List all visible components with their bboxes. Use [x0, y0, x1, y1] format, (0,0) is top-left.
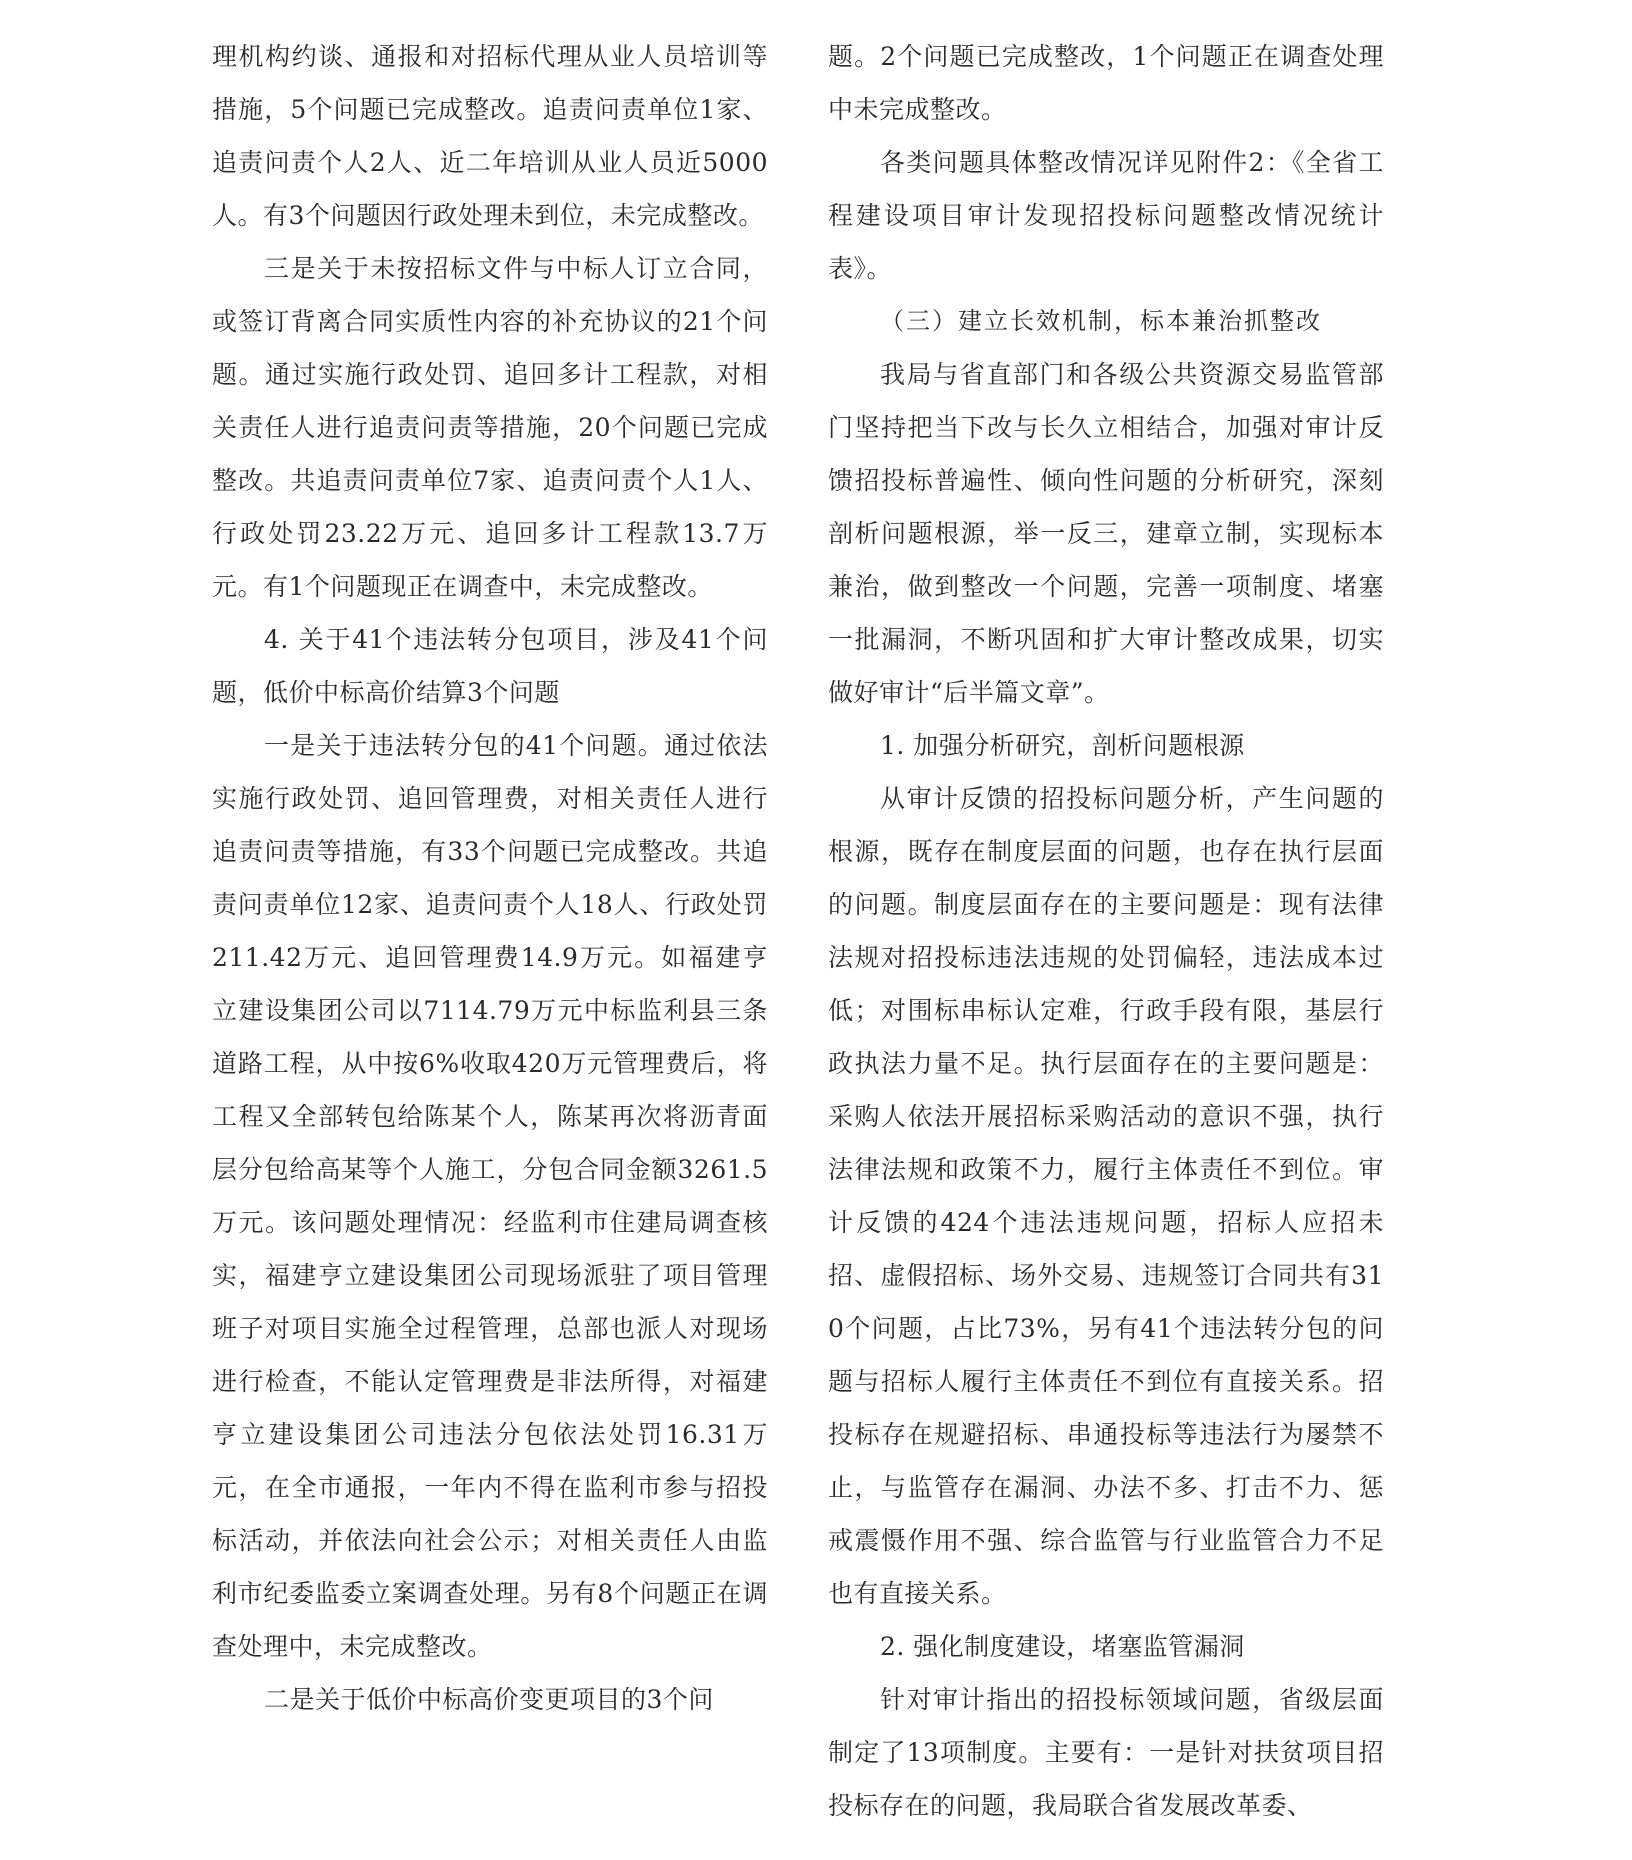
right-paragraph-4: 从审计反馈的招投标问题分析，产生问题的根源，既存在制度层面的问题，也存在执行层面的问题。制度层面存在的主要问题是：现有法律法规对招投标违法违规的处罚偏轻，违法成本过低；对围标串标认定难，行政手段有限，基层行政执法力量不足。执行层面存在的主要问题是：采购人依法开展招标采购活动的意识不强，执行法律法规和政策不力，履行主体责任不到位。审计反馈的424个违法违规问题，招标人应招未招、虚假招标、场外交易、违规签订合同共有310个问题，占比73%，另有41个违法转分包的问题与招标人履行主体责任不到位有直接关系。招投标存在规避招标、串通投标等违法行为屡禁不止，与监管存在漏洞、办法不多、打击不力、惩戒震慑作用不强、综合监管与行业监管合力不足也有直接关系。	[828, 784, 1384, 1608]
subheading-1: 1. 加强分析研究，剖析问题根源	[880, 731, 1245, 760]
left-column	[212, 30, 768, 1726]
section-heading-3: （三）建立长效机制，标本兼治抓整改	[880, 307, 1322, 335]
left-section-heading-4: 4. 关于41个违法转分包项目，涉及41个问题，低价中标高价结算3个问题	[212, 625, 768, 707]
right-paragraph-3: 我局与省直部门和各级公共资源交易监管部门坚持把当下改与长久立相结合，加强对审计反馈招投标普遍性、倾向性问题的分析研究，深刻剖析问题根源，举一反三，建章立制，实现标本兼治，做到整改一个问题，完善一项制度、堵塞一批漏洞，不断巩固和扩大审计整改成果，切实做好审计“后半篇文章”。	[828, 360, 1384, 707]
subheading-2: 2. 强化制度建设，堵塞监管漏洞	[880, 1632, 1245, 1661]
right-paragraph-5: 针对审计指出的招投标领域问题，省级层面制定了13项制度。主要有：一是针对扶贫项目招投标存在的问题，我局联合省发展改革委、	[828, 1685, 1384, 1820]
left-paragraph-4: 二是关于低价中标高价变更项目的3个问	[264, 1685, 714, 1714]
right-column	[828, 30, 1384, 1832]
left-paragraph-2: 三是关于未按招标文件与中标人订立合同，或签订背离合同实质性内容的补充协议的21个问题。通过实施行政处罚、追回多计工程款，对相关责任人进行追责问责等措施，20个问题已完成整改。共追责问责单位7家、追责问责个人1人、行政处罚23.22万元、追回多计工程款13.7万元。有1个问题现正在调查中，未完成整改。	[212, 254, 768, 601]
left-paragraph-1: 理机构约谈、通报和对招标代理从业人员培训等措施，5个问题已完成整改。追责问责单位1家、追责问责个人2人、近二年培训从业人员近5000人。有3个问题因行政处理未到位，未完成整改。	[212, 42, 768, 230]
right-paragraph-1: 题。2个问题已完成整改，1个问题正在调查处理中未完成整改。	[828, 42, 1384, 124]
left-paragraph-3: 一是关于违法转分包的41个问题。通过依法实施行政处罚、追回管理费，对相关责任人进行追责问责等措施，有33个问题已完成整改。共追责问责单位12家、追责问责个人18人、行政处罚211.42万元、追回管理费14.9万元。如福建亨立建设集团公司以7114.79万元中标监利县三条道路工程，从中按6%收取420万元管理费后，将工程又全部转包给陈某个人，陈某再次将沥青面层分包给高某等个人施工，分包合同金额3261.5万元。该问题处理情况：经监利市住建局调查核实，福建亨立建设集团公司现场派驻了项目管理班子对项目实施全过程管理，总部也派人对现场进行检查，不能认定管理费是非法所得，对福建亨立建设集团公司违法分包依法处罚16.31万元，在全市通报，一年内不得在监利市参与招投标活动，并依法向社会公示；对相关责任人由监利市纪委监委立案调查处理。另有8个问题正在调查处理中，未完成整改。	[212, 731, 768, 1661]
right-paragraph-2: 各类问题具体整改情况详见附件2：《全省工程建设项目审计发现招投标问题整改情况统计表》。	[828, 148, 1384, 283]
